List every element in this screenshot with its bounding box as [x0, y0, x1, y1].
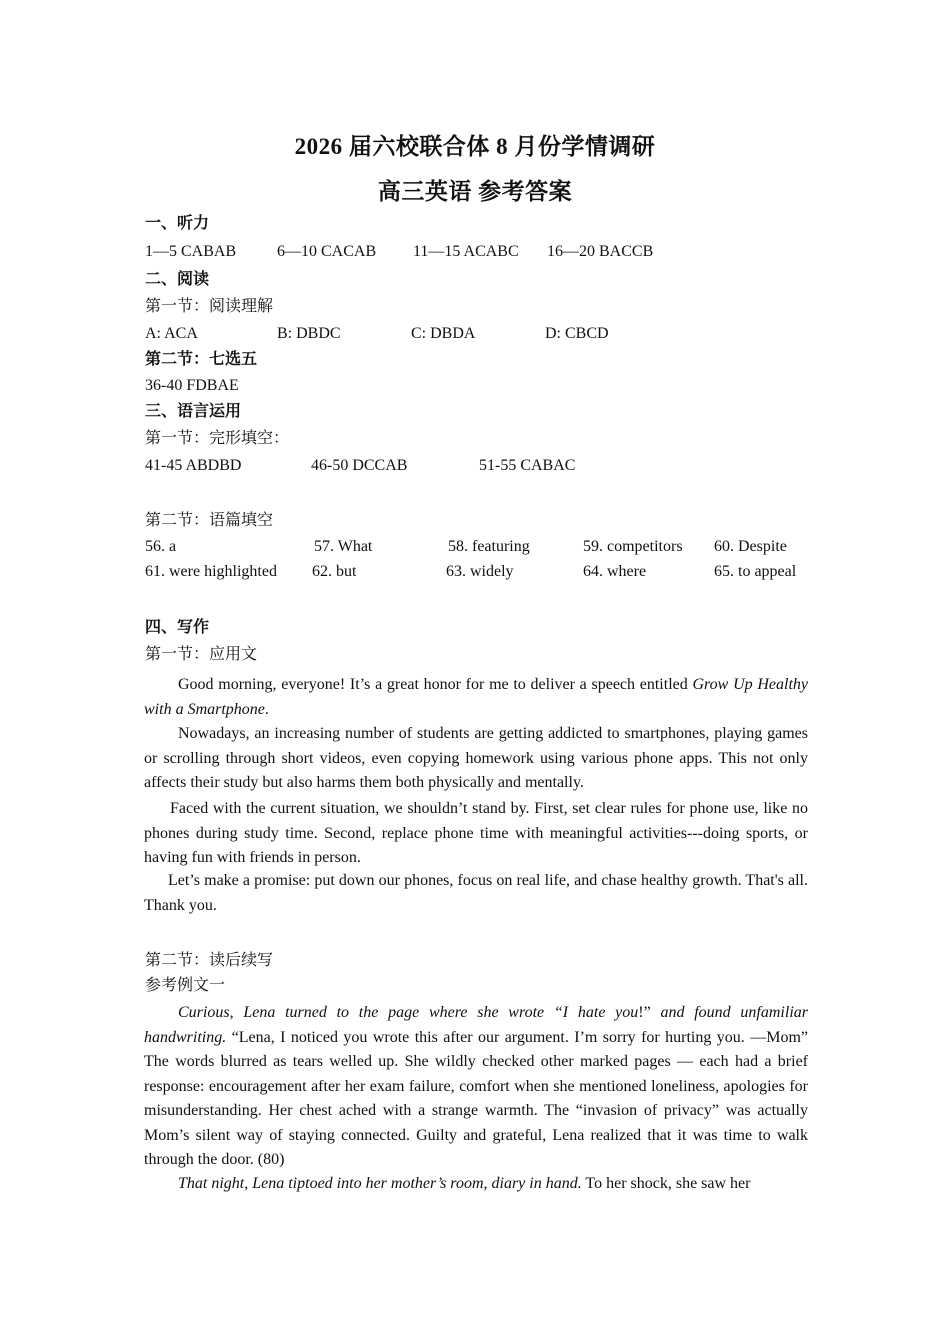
document-subtitle: 高三英语 参考答案: [377, 179, 573, 204]
reading-answers-a: A: ACA: [145, 325, 198, 342]
writing-section2-title: 第二节：读后续写: [145, 952, 274, 969]
listening-answers-1-5: 1—5 CABAB: [145, 243, 237, 260]
cloze-section-title: 第一节：完形填空：: [145, 430, 290, 447]
fill-section-title: 第二节：语篇填空: [145, 512, 274, 529]
story-paragraph-2: That night, Lena tiptoed into her mother’s room, diary in hand. To her shock, she saw her: [178, 1175, 751, 1192]
fill-answer-62: 62. but: [312, 563, 357, 580]
listening-answers-16-20: 16—20 BACCB: [547, 243, 654, 260]
reading-answers-d: D: CBCD: [545, 325, 609, 342]
reading-answers-c: C: DBDA: [411, 325, 476, 342]
story-paragraph-1: Curious, Lena turned to the page where she wrote “I hate you!” and found unfamiliar handwriting. “Lena, I noticed you wrote this after our argument. I’m sorry for hurting you. —Mom” The words blurred as tears welled up. She wildly checked other marked pages — each had a brief response: encouragement after her exam failure, comfort when she mentioned loneliness, apologies for misunderstanding. Her chest ached with a strange warmth. The “invasion of privacy” was actually Mom’s silent way of staying connected. Guilty and grateful, Lena realized that it was time to walk through the door. (80): [144, 1004, 808, 1168]
reading-section2-answers: 36-40 FDBAE: [145, 377, 239, 394]
section-heading-language: 三、语言运用: [145, 403, 242, 420]
cloze-answers-46-50: 46-50 DCCAB: [311, 457, 408, 474]
fill-answer-58: 58. featuring: [448, 538, 530, 555]
fill-answer-60: 60. Despite: [714, 538, 787, 555]
listening-answers-11-15: 11—15 ACABC: [413, 243, 519, 260]
reading-answers-b: B: DBDC: [277, 325, 341, 342]
section-heading-reading: 二、阅读: [145, 271, 210, 288]
document-title: 2026 届六校联合体 8 月份学情调研: [294, 134, 656, 159]
fill-answer-59: 59. competitors: [583, 538, 683, 555]
listening-answers-6-10: 6—10 CACAB: [277, 243, 377, 260]
section-heading-writing: 四、写作: [145, 619, 210, 636]
writing-section1-title: 第一节：应用文: [145, 646, 258, 663]
speech-paragraph-3: Faced with the current situation, we shouldn’t stand by. First, set clear rules for phone use, like no phones during study time. Second, replace phone time with meaningful activities---doing sports, or having fun with friends in person.: [144, 800, 808, 866]
fill-answer-61: 61. were highlighted: [145, 563, 277, 580]
section-heading-listening: 一、听力: [145, 215, 210, 232]
reading-section1-title: 第一节：阅读理解: [145, 298, 274, 315]
fill-answer-56: 56. a: [145, 538, 177, 555]
speech-title: Grow Up Healthy with a Smartphone: [144, 676, 809, 718]
fill-answer-65: 65. to appeal: [714, 563, 797, 580]
speech-paragraph-2: Nowadays, an increasing number of students are getting addicted to smartphones, playing games or scrolling through short videos, even copying homework using various phone apps. This not only affects their study but also harms them both physically and mentally.: [144, 725, 808, 791]
fill-answer-63: 63. widely: [446, 563, 514, 580]
cloze-answers-41-45: 41-45 ABDBD: [145, 457, 242, 474]
fill-answer-64: 64. where: [583, 563, 647, 580]
speech-paragraph-4: Let’s make a promise: put down our phones, focus on real life, and chase healthy growth. That's all. Thank you.: [144, 872, 808, 914]
cloze-answers-51-55: 51-55 CABAC: [479, 457, 576, 474]
sample-essay-label: 参考例文一: [145, 977, 226, 994]
reading-section2-title: 第二节：七选五: [145, 351, 258, 368]
speech-paragraph-1: Good morning, everyone! It’s a great honor for me to deliver a speech entitled Grow Up Healthy with a Smartphone.: [144, 676, 809, 718]
fill-answer-57: 57. What: [314, 538, 373, 555]
